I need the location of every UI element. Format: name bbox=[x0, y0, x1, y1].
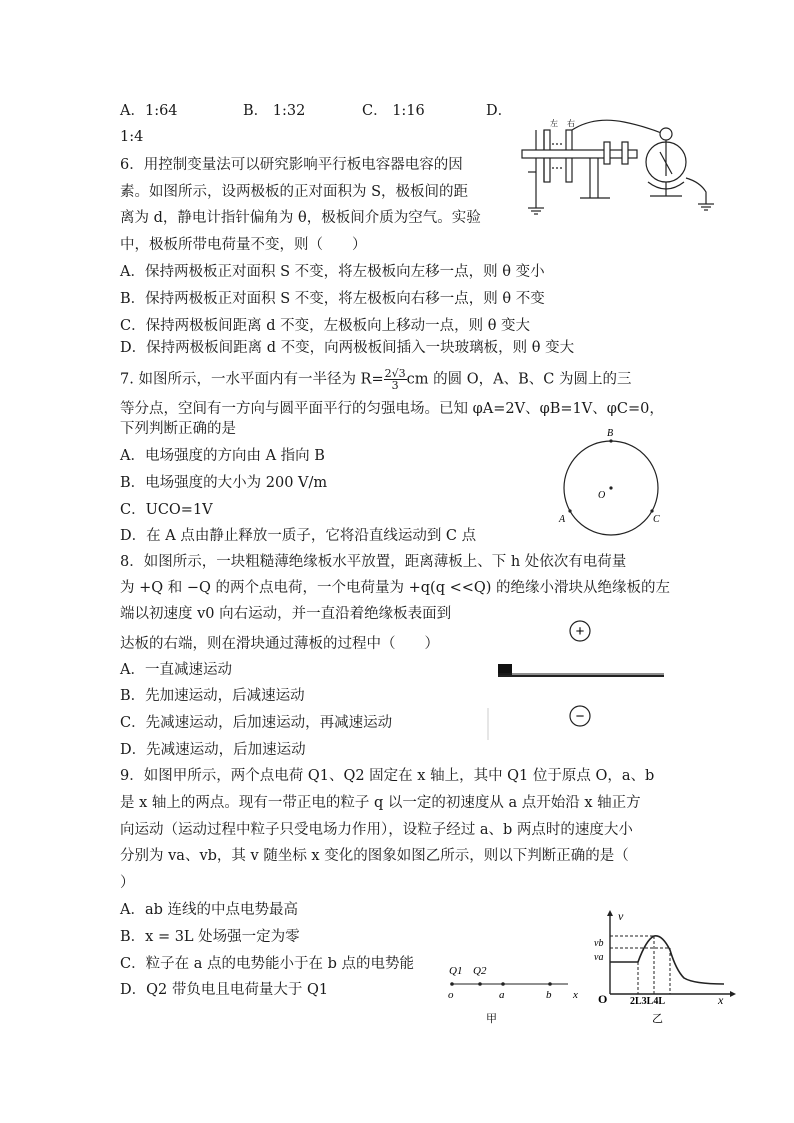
q7-stem-line1-end: cm 的圆 O，A、B、C 为圆上的三 bbox=[406, 371, 632, 388]
q6-stem-line4: 中，极板所带电荷量不变，则（ ） bbox=[120, 237, 367, 253]
va-label: va bbox=[594, 952, 604, 963]
q5-option-c: C． 1:16 bbox=[362, 103, 425, 119]
q5-option-b: B． 1:32 bbox=[243, 103, 306, 119]
q9-option-a: A．ab 连线的中点电势最高 bbox=[120, 902, 299, 918]
x-axis-label: x bbox=[573, 989, 578, 1001]
q6-option-d: D．保持两极板间距离 d 不变，向两极板间插入一块玻璃板，则 θ 变大 bbox=[120, 340, 575, 356]
left-plate-label: 左 bbox=[550, 119, 558, 128]
q9-stem-line1: 9．如图甲所示，两个点电荷 Q1、Q2 固定在 x 轴上，其中 Q1 位于原点 O，a、b bbox=[120, 768, 655, 784]
q8-stem-line3: 端以初速度 v0 向右运动，并一直沿着绝缘板表面到 bbox=[120, 606, 452, 622]
q6-option-a: A．保持两极板正对面积 S 不变，将左极板向左移一点，则 θ 变小 bbox=[120, 264, 545, 280]
q6-option-c: C．保持两极板间距离 d 不变，左极板向上移动一点，则 θ 变大 bbox=[120, 318, 531, 334]
point-o-label: O bbox=[598, 490, 606, 501]
q7-stem-line2: 等分点，空间有一方向与圆平面平行的匀强电场。已知 φA=2V、φB=1V、φC=0， bbox=[120, 401, 664, 417]
q6-option-b: B．保持两极板正对面积 S 不变，将左极板向右移一点，则 θ 不变 bbox=[120, 291, 545, 307]
point-c-label: C bbox=[653, 514, 660, 525]
figure-jia-caption: 甲 bbox=[486, 1012, 497, 1025]
origin-label: o bbox=[448, 989, 454, 1001]
v-axis-label: v bbox=[618, 909, 624, 923]
x-axis-label: x bbox=[718, 993, 724, 1007]
q7-option-c: C．UCO=1V bbox=[120, 502, 213, 518]
q9-stem-line2: 是 x 轴上的两点。现有一带正电的粒子 q 以一定的初速度从 a 点开始沿 x 轴正方 bbox=[120, 795, 641, 811]
q7-option-b: B．电场强度的大小为 200 V/m bbox=[120, 475, 328, 491]
q9-stem-line3: 向运动（运动过程中粒子只受电场力作用），设粒子经过 a、b 两点时的速度大小 bbox=[120, 822, 633, 838]
positive-charge-symbol: + bbox=[575, 623, 585, 640]
capacitor-electrometer-figure bbox=[514, 112, 724, 220]
q7-option-a: A．电场强度的方向由 A 指向 B bbox=[120, 448, 325, 464]
figure-yi-velocity-graph bbox=[590, 904, 740, 1024]
negative-charge-symbol: − bbox=[575, 708, 585, 725]
fraction-denominator: 3 bbox=[391, 379, 399, 392]
point-a-label: a bbox=[499, 989, 505, 1001]
q5-option-d-letter: D． bbox=[486, 103, 513, 119]
q9-option-c: C．粒子在 a 点的电势能小于在 b 点的电势能 bbox=[120, 956, 414, 972]
charge-q1-label: Q1 bbox=[449, 965, 463, 977]
q8-option-d: D．先减速运动，后加速运动 bbox=[120, 742, 306, 758]
charge-q2-label: Q2 bbox=[473, 965, 487, 977]
q8-stem-line2: 为 +Q 和 −Q 的两个点电荷，一个电荷量为 +q(q <<Q) 的绝缘小滑块从绝缘板的左 bbox=[120, 580, 671, 596]
vb-label: vb bbox=[594, 938, 604, 949]
radius-fraction bbox=[384, 368, 407, 391]
q6-stem-line1: 6．用控制变量法可以研究影响平行板电容器电容的因 bbox=[120, 157, 463, 173]
q9-stem-line5: ） bbox=[120, 875, 135, 891]
q8-option-a: A．一直减速运动 bbox=[120, 662, 232, 678]
circle-figure bbox=[555, 426, 670, 538]
q7-option-d: D．在 A 点由静止释放一质子，它将沿直线运动到 C 点 bbox=[120, 528, 477, 544]
x-tick-labels: 2L3L4L bbox=[630, 996, 666, 1007]
q7-stem-line1 bbox=[120, 368, 631, 391]
point-b-label: B bbox=[607, 428, 614, 439]
q8-option-b: B．先加速运动，后减速运动 bbox=[120, 688, 305, 704]
q5-option-d-value: 1:4 bbox=[120, 129, 144, 145]
figure-yi-caption: 乙 bbox=[652, 1012, 663, 1024]
q9-stem-line4: 分别为 va、vb，其 v 随坐标 x 变化的图象如图乙所示，则以下判断正确的是（ bbox=[120, 848, 629, 864]
fraction-numerator: 2√3 bbox=[384, 367, 406, 380]
q8-option-c: C．先减速运动，后加速运动，再减速运动 bbox=[120, 715, 393, 731]
q8-stem-line4: 达板的右端，则在滑块通过薄板的过程中（ ） bbox=[120, 636, 439, 652]
q6-stem-line3: 离为 d，静电计指针偏角为 θ，极板间介质为空气。实验 bbox=[120, 210, 481, 226]
charged-plate-figure bbox=[486, 612, 668, 740]
origin-o-label: O bbox=[598, 992, 608, 1006]
q5-option-a: A．1:64 bbox=[120, 103, 178, 119]
q6-stem-line2: 素。如图所示，设两极板的正对面积为 S，极板间的距 bbox=[120, 184, 469, 200]
point-a-label: A bbox=[559, 514, 566, 525]
q7-stem-line3: 下列判断正确的是 bbox=[120, 421, 236, 437]
right-plate-label: 右 bbox=[567, 119, 575, 128]
point-b-label: b bbox=[546, 989, 552, 1001]
q9-option-d: D．Q2 带负电且电荷量大于 Q1 bbox=[120, 982, 329, 998]
q9-option-b: B．x = 3L 处场强一定为零 bbox=[120, 929, 300, 945]
q7-stem-line1-start: 7. 如图所示，一水平面内有一半径为 R= bbox=[120, 371, 384, 388]
figure-jia-axis bbox=[440, 956, 590, 1026]
q8-stem-line1: 8．如图所示，一块粗糙薄绝缘板水平放置，距离薄板上、下 h 处依次有电荷量 bbox=[120, 554, 627, 570]
